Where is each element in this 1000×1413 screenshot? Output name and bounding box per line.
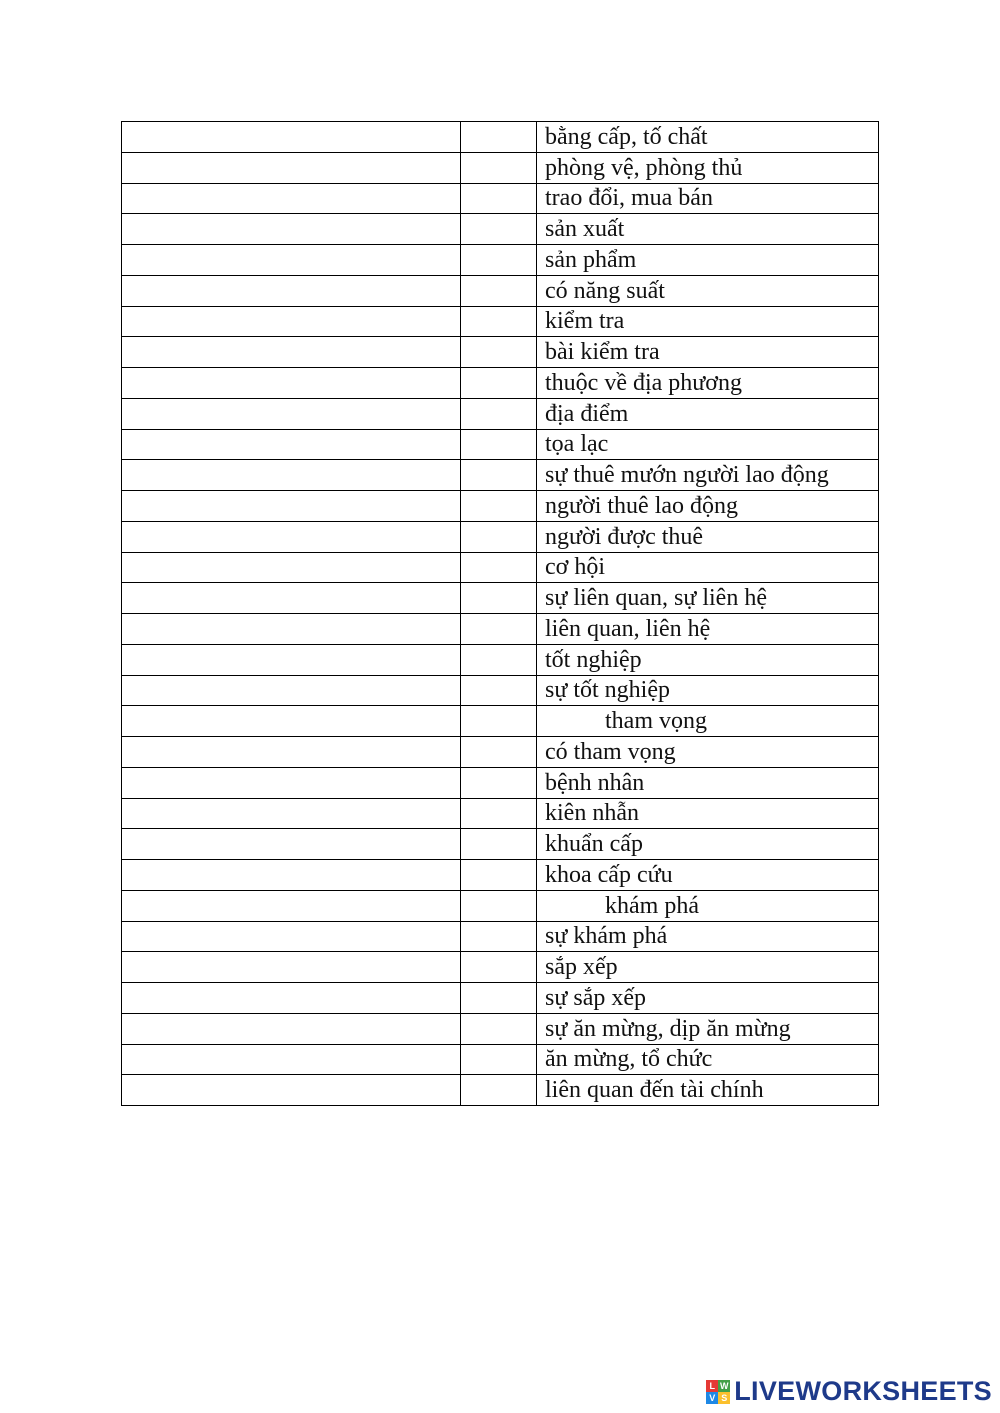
word-type-blank-cell[interactable]: [461, 429, 537, 460]
table-row: [122, 122, 879, 153]
logo-letter: L: [706, 1380, 718, 1392]
table-row: [122, 429, 879, 460]
vietnamese-meaning-cell: thuộc về địa phương: [537, 368, 879, 399]
vietnamese-meaning-cell: sự ăn mừng, dịp ăn mừng: [537, 1013, 879, 1044]
table-row: [122, 829, 879, 860]
word-type-blank-cell[interactable]: [461, 1013, 537, 1044]
vietnamese-meaning-cell: sự tốt nghiệp: [537, 675, 879, 706]
word-type-blank-cell[interactable]: [461, 829, 537, 860]
vietnamese-meaning-cell: sắp xếp: [537, 952, 879, 983]
vocabulary-table: [121, 121, 879, 1106]
english-word-blank-cell[interactable]: [122, 275, 461, 306]
vietnamese-meaning-cell: tốt nghiệp: [537, 644, 879, 675]
word-type-blank-cell[interactable]: [461, 921, 537, 952]
word-type-blank-cell[interactable]: [461, 460, 537, 491]
english-word-blank-cell[interactable]: [122, 183, 461, 214]
english-word-blank-cell[interactable]: [122, 337, 461, 368]
english-word-blank-cell[interactable]: [122, 152, 461, 183]
english-word-blank-cell[interactable]: [122, 460, 461, 491]
english-word-blank-cell[interactable]: [122, 644, 461, 675]
table-row: [122, 306, 879, 337]
word-type-blank-cell[interactable]: [461, 337, 537, 368]
table-row: [122, 521, 879, 552]
word-type-blank-cell[interactable]: [461, 183, 537, 214]
vietnamese-meaning-cell: khuẩn cấp: [537, 829, 879, 860]
english-word-blank-cell[interactable]: [122, 767, 461, 798]
english-word-blank-cell[interactable]: [122, 214, 461, 245]
english-word-blank-cell[interactable]: [122, 952, 461, 983]
word-type-blank-cell[interactable]: [461, 1075, 537, 1106]
table-row: [122, 152, 879, 183]
vietnamese-meaning-cell: kiểm tra: [537, 306, 879, 337]
logo-letter: V: [706, 1392, 718, 1404]
table-row: [122, 460, 879, 491]
word-type-blank-cell[interactable]: [461, 983, 537, 1014]
table-row: [122, 1075, 879, 1106]
english-word-blank-cell[interactable]: [122, 1044, 461, 1075]
table-row: [122, 491, 879, 522]
word-type-blank-cell[interactable]: [461, 245, 537, 276]
liveworksheets-icon: [706, 1380, 730, 1404]
word-type-blank-cell[interactable]: [461, 521, 537, 552]
english-word-blank-cell[interactable]: [122, 829, 461, 860]
word-type-blank-cell[interactable]: [461, 552, 537, 583]
table-row: [122, 798, 879, 829]
vietnamese-meaning-cell: bài kiểm tra: [537, 337, 879, 368]
word-type-blank-cell[interactable]: [461, 306, 537, 337]
english-word-blank-cell[interactable]: [122, 890, 461, 921]
table-row: [122, 245, 879, 276]
vietnamese-meaning-cell: khám phá: [537, 890, 879, 921]
word-type-blank-cell[interactable]: [461, 767, 537, 798]
word-type-blank-cell[interactable]: [461, 798, 537, 829]
vietnamese-meaning-cell: có tham vọng: [537, 737, 879, 768]
vietnamese-meaning-cell: sự liên quan, sự liên hệ: [537, 583, 879, 614]
vietnamese-meaning-cell: liên quan, liên hệ: [537, 614, 879, 645]
english-word-blank-cell[interactable]: [122, 521, 461, 552]
english-word-blank-cell[interactable]: [122, 706, 461, 737]
table-row: [122, 214, 879, 245]
vietnamese-meaning-cell: sản phẩm: [537, 245, 879, 276]
table-row: [122, 275, 879, 306]
liveworksheets-logo: [706, 1376, 992, 1407]
word-type-blank-cell[interactable]: [461, 860, 537, 891]
vietnamese-meaning-cell: sự khám phá: [537, 921, 879, 952]
word-type-blank-cell[interactable]: [461, 952, 537, 983]
vietnamese-meaning-cell: trao đổi, mua bán: [537, 183, 879, 214]
english-word-blank-cell[interactable]: [122, 1013, 461, 1044]
english-word-blank-cell[interactable]: [122, 552, 461, 583]
english-word-blank-cell[interactable]: [122, 860, 461, 891]
table-row: [122, 1013, 879, 1044]
english-word-blank-cell[interactable]: [122, 429, 461, 460]
english-word-blank-cell[interactable]: [122, 306, 461, 337]
table-row: [122, 921, 879, 952]
word-type-blank-cell[interactable]: [461, 214, 537, 245]
word-type-blank-cell[interactable]: [461, 583, 537, 614]
english-word-blank-cell[interactable]: [122, 368, 461, 399]
table-row: [122, 1044, 879, 1075]
word-type-blank-cell[interactable]: [461, 644, 537, 675]
english-word-blank-cell[interactable]: [122, 614, 461, 645]
logo-letter: S: [718, 1392, 730, 1404]
vietnamese-meaning-cell: bằng cấp, tố chất: [537, 122, 879, 153]
vietnamese-meaning-cell: có năng suất: [537, 275, 879, 306]
vietnamese-meaning-cell: sản xuất: [537, 214, 879, 245]
brand-name: LIVEWORKSHEETS: [734, 1376, 992, 1406]
word-type-blank-cell[interactable]: [461, 675, 537, 706]
table-row: [122, 183, 879, 214]
table-row: [122, 644, 879, 675]
vietnamese-meaning-cell: cơ hội: [537, 552, 879, 583]
word-type-blank-cell[interactable]: [461, 275, 537, 306]
table-row: [122, 614, 879, 645]
vietnamese-meaning-cell: sự thuê mướn người lao động: [537, 460, 879, 491]
vietnamese-meaning-cell: địa điểm: [537, 398, 879, 429]
table-row: [122, 952, 879, 983]
english-word-blank-cell[interactable]: [122, 798, 461, 829]
vietnamese-meaning-cell: người thuê lao động: [537, 491, 879, 522]
table-row: [122, 983, 879, 1014]
word-type-blank-cell[interactable]: [461, 122, 537, 153]
vietnamese-meaning-cell: kiên nhẫn: [537, 798, 879, 829]
word-type-blank-cell[interactable]: [461, 398, 537, 429]
table-row: [122, 767, 879, 798]
vietnamese-meaning-cell: sự sắp xếp: [537, 983, 879, 1014]
table-row: [122, 737, 879, 768]
word-type-blank-cell[interactable]: [461, 368, 537, 399]
english-word-blank-cell[interactable]: [122, 398, 461, 429]
english-word-blank-cell[interactable]: [122, 122, 461, 153]
table-row: [122, 675, 879, 706]
english-word-blank-cell[interactable]: [122, 1075, 461, 1106]
word-type-blank-cell[interactable]: [461, 1044, 537, 1075]
english-word-blank-cell[interactable]: [122, 583, 461, 614]
vietnamese-meaning-cell: phòng vệ, phòng thủ: [537, 152, 879, 183]
table-row: [122, 552, 879, 583]
english-word-blank-cell[interactable]: [122, 245, 461, 276]
vietnamese-meaning-cell: bệnh nhân: [537, 767, 879, 798]
table-row: [122, 368, 879, 399]
table-row: [122, 860, 879, 891]
vietnamese-meaning-cell: tham vọng: [537, 706, 879, 737]
vietnamese-meaning-cell: tọa lạc: [537, 429, 879, 460]
english-word-blank-cell[interactable]: [122, 675, 461, 706]
vietnamese-meaning-cell: khoa cấp cứu: [537, 860, 879, 891]
table-row: [122, 583, 879, 614]
word-type-blank-cell[interactable]: [461, 614, 537, 645]
word-type-blank-cell[interactable]: [461, 491, 537, 522]
vietnamese-meaning-cell: người được thuê: [537, 521, 879, 552]
vietnamese-meaning-cell: ăn mừng, tổ chức: [537, 1044, 879, 1075]
word-type-blank-cell[interactable]: [461, 706, 537, 737]
logo-letter: W: [720, 1380, 729, 1391]
english-word-blank-cell[interactable]: [122, 921, 461, 952]
table-row: [122, 398, 879, 429]
english-word-blank-cell[interactable]: [122, 491, 461, 522]
vietnamese-meaning-cell: liên quan đến tài chính: [537, 1075, 879, 1106]
english-word-blank-cell[interactable]: [122, 737, 461, 768]
word-type-blank-cell[interactable]: [461, 737, 537, 768]
word-type-blank-cell[interactable]: [461, 890, 537, 921]
table-row: [122, 337, 879, 368]
table-row: [122, 890, 879, 921]
word-type-blank-cell[interactable]: [461, 152, 537, 183]
english-word-blank-cell[interactable]: [122, 983, 461, 1014]
table-row: [122, 706, 879, 737]
